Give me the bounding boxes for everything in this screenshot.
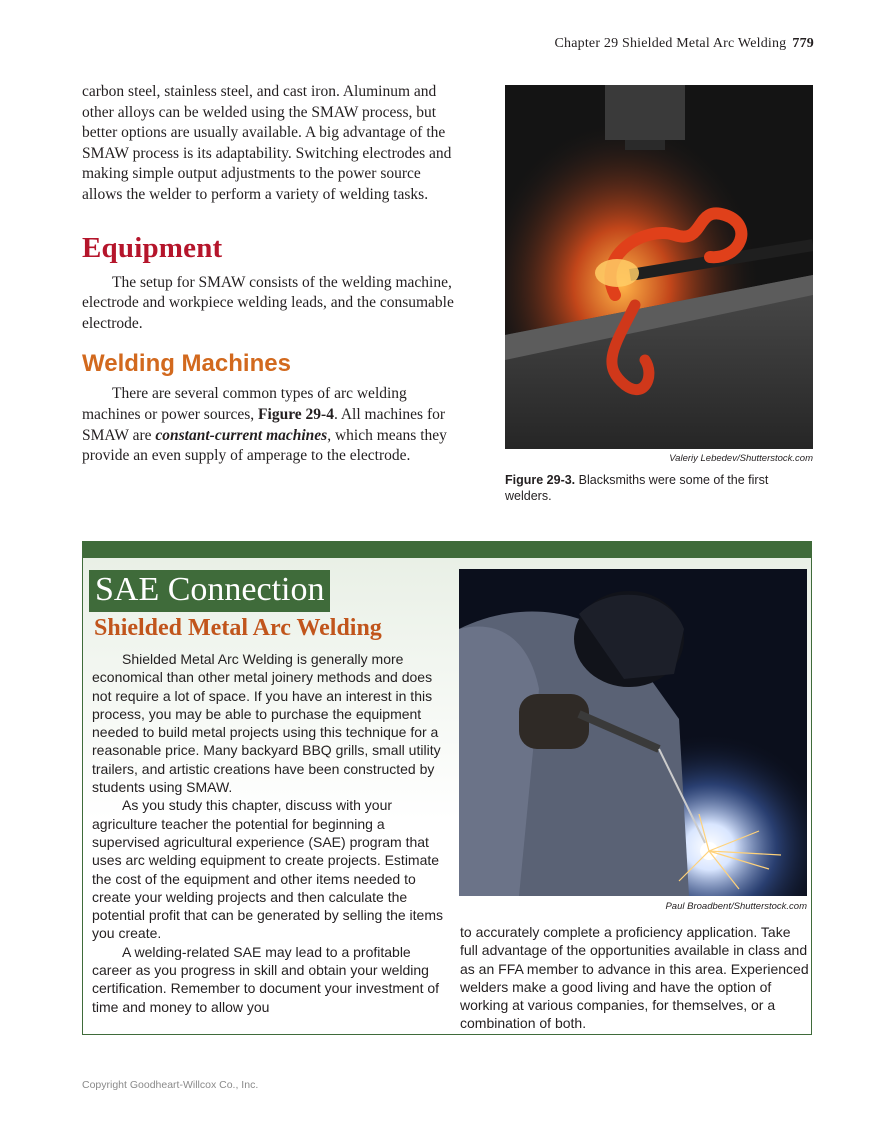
figure-29-4-reference[interactable]: Figure 29-4 xyxy=(258,405,334,423)
sae-paragraph-2: As you study this chapter, discuss with your agriculture teacher the potential for beginning a supervised agricultural experience (SAE) program that uses arc welding equipment to create projects. Estimate the cost of the equipment and other items needed to create your welding projects and then calculate the potential profit that can be generated by selling the items you create. xyxy=(92,797,443,942)
sae-right-column xyxy=(460,923,812,1033)
sae-paragraph-3: A welding-related SAE may lead to a profitable career as you progress in skill and obtain your welding certification. Remember to document your investment of time and money to allow you xyxy=(92,943,440,1015)
sae-left-column xyxy=(92,650,447,1016)
welder-photo xyxy=(459,569,807,896)
welding-machines-paragraph xyxy=(82,384,462,466)
blacksmith-illustration xyxy=(505,85,813,449)
equipment-paragraph: The setup for SMAW consists of the welding machine, electrode and workpiece welding leads, and the consumable electrode. xyxy=(82,273,454,332)
figure-29-3-caption xyxy=(505,472,805,504)
wm-text-a: There are several common types of arc welding machines or power sources, xyxy=(82,385,407,423)
sae-paragraph-3-continued: to accurately complete a proficiency application. Take full advantage of the opportunities available in class and as an FFA member to advance in this area. Experienced welders make a good living and have the option of working at various companies, for themselves, or a combination of both. xyxy=(460,924,809,1032)
figure-29-3-text: Blacksmiths were some of the first welders. xyxy=(505,473,769,503)
welding-machines-heading: Welding Machines xyxy=(82,350,291,378)
wm-text-c: , which means they provide an even supply of amperage to the electrode. xyxy=(82,426,447,465)
running-header xyxy=(554,36,814,52)
sae-paragraph-1: Shielded Metal Arc Welding is generally more economical than other metal joinery methods and does not require a lot of space. If you have an interest in this process, you may be able to purchase the equipment needed to build metal projects using this technique for a reasonable price. Many backyard BBQ grills, small utility trailers, and artistic creations have been constructed by students using SMAW. xyxy=(92,651,441,796)
sae-connection-box xyxy=(82,541,812,1035)
chapter-title: Chapter 29 Shielded Metal Arc Welding xyxy=(554,36,787,51)
sae-subtitle: Shielded Metal Arc Welding xyxy=(94,615,382,641)
main-text-column xyxy=(82,82,462,467)
blacksmith-photo xyxy=(505,85,813,449)
intro-paragraph: carbon steel, stainless steel, and cast iron. Aluminum and other alloys can be welded using the SMAW process, but better options are usually available. A big advantage of the SMAW process is its adaptability. Switching electrodes and making simple output adjustments to the power source allows the welder to perform a variety of welding tasks. xyxy=(82,83,452,203)
welder-photo-credit: Paul Broadbent/Shutterstock.com xyxy=(665,901,807,912)
wm-text-b: . All machines for SMAW are xyxy=(82,405,446,444)
page-number: 779 xyxy=(792,36,814,51)
sae-title: SAE Connection xyxy=(89,570,330,612)
figure-29-3-label: Figure 29-3. xyxy=(505,473,576,487)
sae-top-bar xyxy=(83,542,811,558)
figure-29-3-credit: Valeriy Lebedev/Shutterstock.com xyxy=(669,453,813,464)
welder-illustration xyxy=(459,569,807,896)
copyright-footer: Copyright Goodheart-Willcox Co., Inc. xyxy=(82,1079,259,1091)
key-term-constant-current: constant-current machines xyxy=(155,426,328,444)
equipment-heading: Equipment xyxy=(82,231,223,264)
